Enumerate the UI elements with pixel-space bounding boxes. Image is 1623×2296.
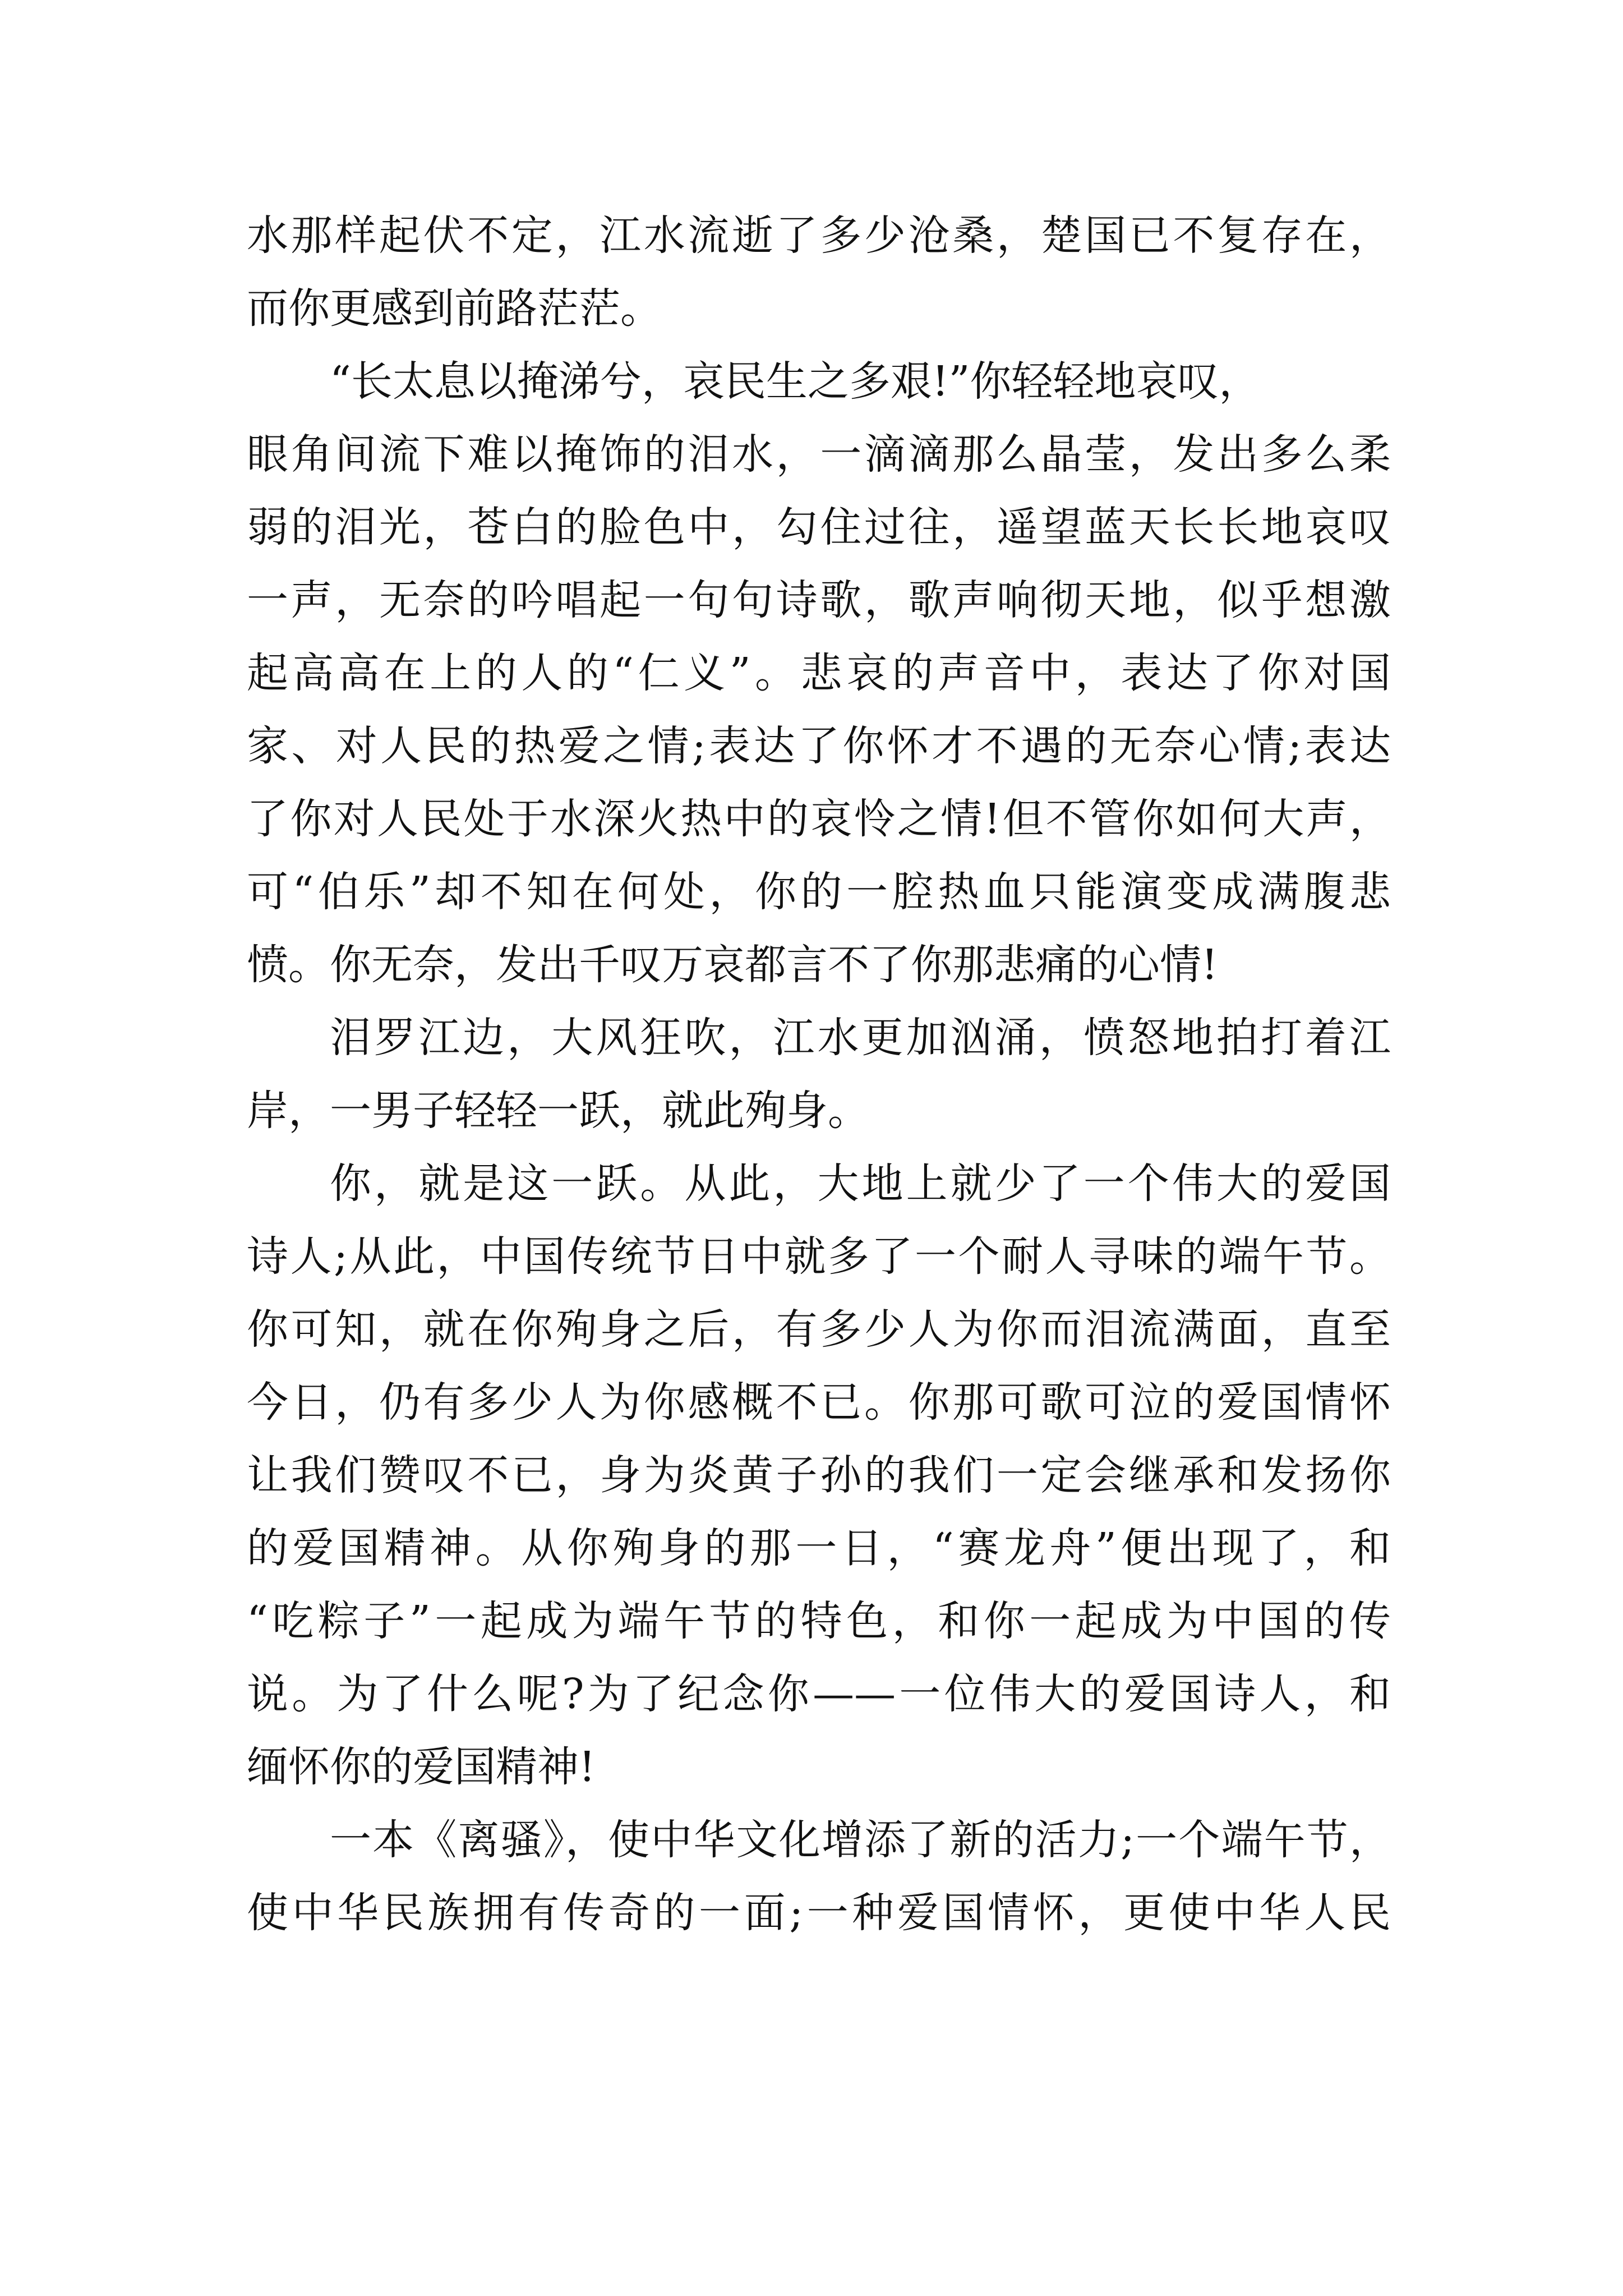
text-line: 水那样起伏不定，江水流逝了多少沧桑，楚国已不复存在，	[247, 211, 1391, 260]
text-line: 愤。你无奈，发出千叹万哀都言不了你那悲痛的心情!	[247, 941, 1218, 989]
text-line: 眼角间流下难以掩饰的泪水，一滴滴那么晶莹，发出多么柔	[247, 430, 1391, 478]
text-line: 了你对人民处于水深火热中的哀怜之情!但不管你如何大声，	[247, 795, 1391, 843]
text-line: 起高高在上的人的“仁义”。悲哀的声音中，表达了你对国	[247, 649, 1391, 697]
paragraph-first-line: 泪罗江边，大风狂吹，江水更加汹涌，愤怒地拍打着江	[330, 1014, 1391, 1062]
text-line: 缅怀你的爱国精神!	[247, 1743, 596, 1791]
text-line: 说。为了什么呢?为了纪念你——一位伟大的爱国诗人，和	[247, 1670, 1391, 1718]
text-line: 而你更感到前路茫茫。	[247, 284, 662, 333]
text-line: 一声，无奈的吟唱起一句句诗歌，歌声响彻天地，似乎想激	[247, 576, 1391, 624]
paragraph-first-line: 一本《离骚》，使中华文化增添了新的活力;一个端午节，	[330, 1816, 1391, 1864]
text-line: 你可知，就在你殉身之后，有多少人为你而泪流满面，直至	[247, 1305, 1391, 1354]
text-line: 今日，仍有多少人为你感概不已。你那可歌可泣的爱国情怀	[247, 1378, 1391, 1427]
text-line: 让我们赞叹不已，身为炎黄子孙的我们一定会继承和发扬你	[247, 1451, 1391, 1499]
text-line: 岸，一男子轻轻一跃，就此殉身。	[247, 1087, 869, 1135]
body-text	[247, 199, 1391, 1949]
text-line: 诗人;从此，中国传统节日中就多了一个耐人寻味的端午节。	[247, 1232, 1391, 1281]
text-line: 弱的泪光，苍白的脸色中，勾住过往，遥望蓝天长长地哀叹	[247, 503, 1391, 551]
text-line: “吃粽子”一起成为端午节的特色，和你一起成为中国的传	[247, 1597, 1391, 1645]
text-line: 的爱国精神。从你殉身的那一日，“赛龙舟”便出现了，和	[247, 1524, 1391, 1572]
text-line: 可“伯乐”却不知在何处，你的一腔热血只能演变成满腹悲	[247, 868, 1391, 916]
text-line: 家、对人民的热爱之情;表达了你怀才不遇的无奈心情;表达	[247, 722, 1391, 770]
text-line: 使中华民族拥有传奇的一面;一种爱国情怀，更使中华人民	[247, 1889, 1391, 1937]
paragraph-first-line: 你，就是这一跃。从此，大地上就少了一个伟大的爱国	[330, 1159, 1391, 1208]
paragraph-first-line: “长太息以掩涕兮，哀民生之多艰!”你轻轻地哀叹，	[330, 357, 1261, 406]
